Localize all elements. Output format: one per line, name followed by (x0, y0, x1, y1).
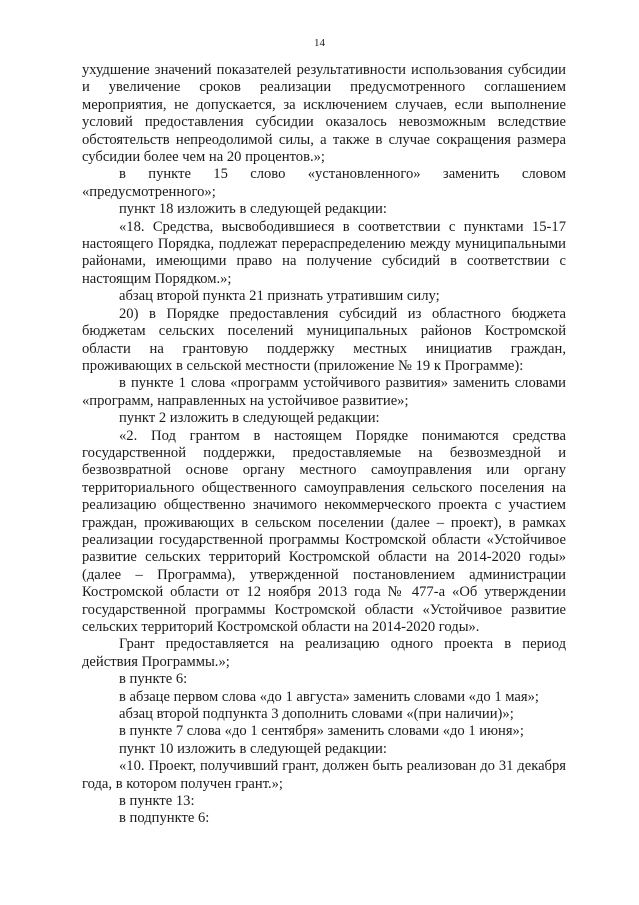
page-number: 14 (314, 37, 325, 49)
paragraph-2: в пункте 15 слово «установленного» заменить словом «предусмотренного»; (82, 166, 566, 200)
paragraph-12: в абзаце первом слова «до 1 августа» заменить словами «до 1 мая»; (119, 688, 539, 705)
paragraph-8: пункт 2 изложить в следующей редакции: (119, 410, 380, 427)
paragraph-3: пункт 18 изложить в следующей редакции: (119, 201, 387, 218)
document-body (82, 62, 566, 828)
paragraph-13: абзац второй подпункта 3 дополнить словами «(при наличии)»; (119, 706, 514, 723)
paragraph-14: в пункте 7 слова «до 1 сентября» заменить словами «до 1 июня»; (119, 723, 524, 740)
paragraph-6: 20) в Порядке предоставления субсидий из областного бюджета бюджетам сельских поселений муниципальных районов Костромской области на грантовую поддержку местных инициатив граждан, проживающих в сельской местности (приложение № 19 к Программе): (82, 305, 566, 374)
paragraph-11: в пункте 6: (119, 671, 188, 688)
paragraph-5: абзац второй пункта 21 признать утратившим силу; (119, 288, 440, 305)
paragraph-7: в пункте 1 слова «программ устойчивого развития» заменить словами «программ, направленных на устойчивое развитие»; (82, 375, 566, 409)
paragraph-9: «2. Под грантом в настоящем Порядке понимаются средства государственной поддержки, предоставляемые на безвозмездной и безвозвратной основе органу местного самоуправления или органу территориального общественного самоуправления сельского поселения на реализацию общественно значимого некоммерческого проекта с участием граждан, проживающих в сельском поселении (далее – проект), в рамках реализации государственной программы Костромской области «Устойчивое развитие сельских территорий Костромской области на 2014-2020 годы» (далее – Программа), утвержденной постановлением администрации Костромской области от 12 ноября 2013 года № 477-а «Об утверждении государственной программы Костромской области «Устойчивое развитие сельских территорий Костромской области на 2014-2020 годы». (82, 427, 566, 635)
paragraph-1: ухудшение значений показателей результативности использования субсидии и увеличение сроков реализации предусмотренного соглашением мероприятия, не допускается, за исключением случаев, если выполнение условий предоставления субсидии оказалось невозможным вследствие обстоятельств непреодолимой силы, а также в случае сокращения размера субсидии более чем на 20 процентов.»; (82, 62, 566, 166)
paragraph-10: Грант предоставляется на реализацию одного проекта в период действия Программы.»; (82, 636, 566, 670)
paragraph-17: в пункте 13: (119, 793, 195, 810)
paragraph-15: пункт 10 изложить в следующей редакции: (119, 740, 387, 757)
paragraph-18: в подпункте 6: (119, 810, 210, 827)
paragraph-4: «18. Средства, высвободившиеся в соответствии с пунктами 15-17 настоящего Порядка, подлежат перераспределению между муниципальными районами, имеющими право на получение субсидий в соответствии с настоящим Порядком.»; (82, 218, 566, 287)
paragraph-16: «10. Проект, получивший грант, должен быть реализован до 31 декабря года, в котором получен грант.»; (82, 758, 566, 792)
